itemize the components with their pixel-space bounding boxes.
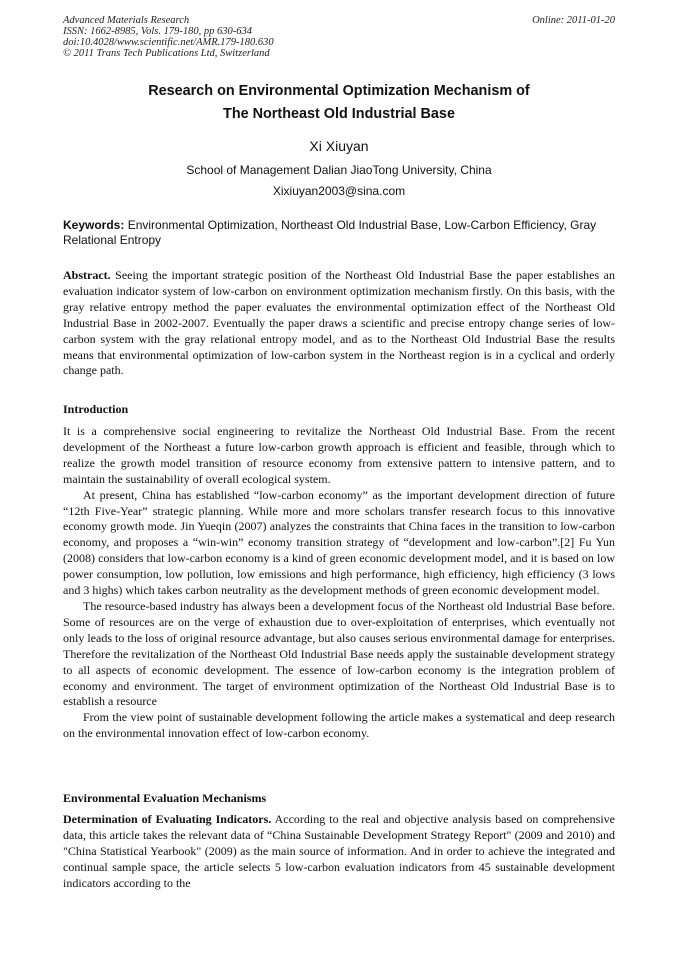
keywords: [63, 218, 615, 248]
paragraph: At present, China has established “low-carbon economy” as the important development direction of future “12th Five-Year” strategic planning. While more and more scholars transfer research focus to this innovative economy growth mode. Jin Yueqin (2007) analyzes the constraints that China faces in the transition to low-carbon economy, and proposes a “win-win” economy transition strategy of “development and low-carbon”.[2] Fu Yun (2008) considers that low-carbon economy is a kind of green economic development model, and it is based on low power consumption, low pollution, low emissions and high performance, high efficiency, high efficiency (3 lows and 3 highs) which takes carbon neutrality as the development methods of green economic development model.: [63, 487, 615, 598]
section-heading-mechanisms: Environmental Evaluation Mechanisms: [63, 791, 267, 805]
title-line-1: Research on Environmental Optimization Mechanism of: [148, 83, 530, 99]
journal-name: Advanced Materials Research: [63, 15, 190, 26]
online-date: Online: 2011-01-20: [532, 15, 615, 26]
abstract: [63, 268, 615, 379]
keywords-label: Keywords:: [63, 218, 125, 232]
abstract-text: Seeing the important strategic position of the Northeast Old Industrial Base the paper establishes an evaluation indicator system of low-carbon on environment optimization mechanism firstly. On this basis, with the gray relative entropy method the paper evaluates the environmental optimization effect of the Northeast Old Industrial Base in 2002-2007. Eventually the paper draws a scientific and precise entropy change series of low-carbon system with the gray relational entropy model, and as to the Northeast Old Industrial Base the results means that environmental optimization of low-carbon system in the Northeast region is in a cyclical and orderly change path.: [63, 268, 615, 378]
doi-line: doi:10.4028/www.scientific.net/AMR.179-180.630: [63, 37, 274, 48]
author-email: Xixiuyan2003@sina.com: [272, 184, 406, 198]
abstract-label: Abstract.: [63, 268, 111, 282]
paragraph: It is a comprehensive social engineering to revitalize the Northeast Old Industrial Base. From the recent development of the Northeast a future low-carbon growth approach is efficient and feasible, through which to realize the growth model transition of resource economy from extensive pattern to intensive pattern, and to maintain the sustainability of overall ecological system.: [63, 424, 615, 486]
mechanisms-body: [63, 812, 615, 892]
keywords-text: Environmental Optimization, Northeast Old Industrial Base, Low-Carbon Efficiency, Gray Relational Entropy: [63, 218, 597, 247]
paragraph-text: According to the real and objective analysis based on comprehensive data, this article takes the relevant data of “China Sustainable Development Strategy Report" (2009 and 2010) and "China Statistical Yearbook" (2009) as the main source of information. And in order to achieve the integrated and continual sample space, the article selects 5 low-carbon evaluation indicators from 45 sustainable development indicators according to the: [63, 812, 615, 890]
paragraph: From the view point of sustainable development following the article makes a systematical and deep research on the environmental innovation effect of low-carbon economy.: [63, 710, 615, 741]
title-line-2: The Northeast Old Industrial Base: [223, 106, 455, 122]
run-in-heading: Determination of Evaluating Indicators.: [63, 812, 272, 826]
author-name: Xi Xiuyan: [309, 138, 369, 154]
paragraph: The resource-based industry has always been a development focus of the Northeast old Industrial Base before. Some of resources are on the verge of exhaustion due to over-exploitation of enterprises, which eventually not only leads to the loss of original resource advantage, but also causes serious environmental damage for enterprises. Therefore the revitalization of the Northeast Old Industrial Base needs apply the sustainable development strategy to all aspects of economic development. The essence of low-carbon economy is the integration problem of economy and environment. The target of environment optimization of the Northeast Old Industrial Base is to establish a resource: [63, 598, 615, 709]
introduction-body: [63, 424, 615, 742]
affiliation: School of Management Dalian JiaoTong University, China: [186, 163, 492, 177]
copyright-line: © 2011 Trans Tech Publications Ltd, Switzerland: [63, 48, 270, 59]
journal-header: [63, 15, 274, 59]
section-heading-introduction: Introduction: [63, 402, 129, 416]
paper-title: [40, 80, 638, 126]
issn-line: ISSN: 1662-8985, Vols. 179-180, pp 630-634: [63, 26, 252, 37]
